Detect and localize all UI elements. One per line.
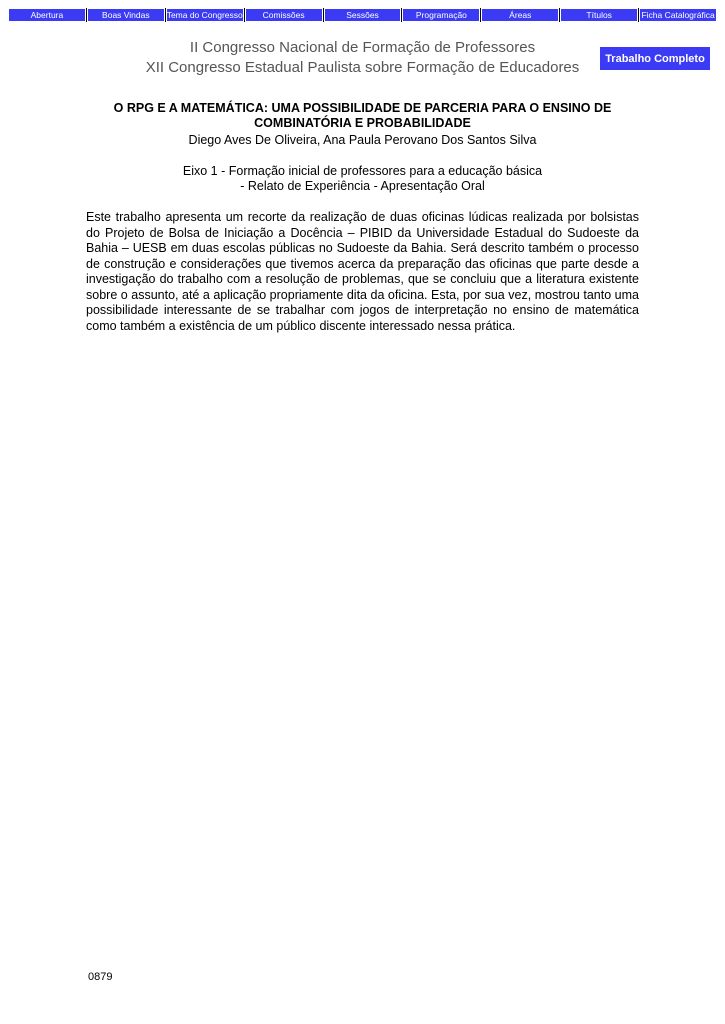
congress-title-line1: II Congresso Nacional de Formação de Professores: [189, 39, 536, 56]
paper-abstract: Este trabalho apresenta um recorte da realização de duas oficinas lúdicas realizada por bolsistas do Projeto de Bolsa de Iniciação a Docência – PIBID da Universidade Estadual do Sudoeste da Bahia – UESB em duas escolas públicas no Sudoeste da Bahia. Será descrito também o processo de construção e considerações que tivemos acerca da preparação das oficinas que parte desde a investigação do trabalho com a resolução de problemas, que se concluiu que a literatura existente sobre o assunto, até a aplicação propriamente dita da oficina. Esta, por sua vez, mostrou tanto uma possibilidade interessante de se trabalhar com jogos de interpretação no ensino de matemática como também a existência de um público discente interessado nessa prática.: [86, 210, 639, 333]
paper-title-line2: COMBINATÓRIA E PROBABILIDADE: [254, 116, 471, 130]
congress-title-line2: XII Congresso Estadual Paulista sobre Formação de Educadores: [145, 59, 580, 76]
nav-item-tema-do-congresso[interactable]: Tema do Congresso: [166, 10, 243, 20]
nav-item-sessoes[interactable]: Sessões: [324, 8, 402, 22]
nav-item-boas-vindas[interactable]: Boas Vindas: [87, 8, 165, 22]
nav-item-areas[interactable]: Áreas: [481, 8, 559, 22]
congress-header: [120, 38, 605, 78]
axis-line1: Eixo 1 - Formação inicial de professores para a educação básica: [182, 164, 543, 178]
nav-item-titulos[interactable]: Títulos: [560, 8, 638, 22]
nav-item-abertura[interactable]: Abertura: [8, 8, 86, 22]
nav-item-programacao[interactable]: Programação: [402, 8, 480, 22]
page-number: 0879: [88, 971, 113, 983]
nav-item-comissoes[interactable]: Comissões: [245, 8, 323, 22]
paper-axis: [86, 164, 639, 194]
axis-line2: - Relato de Experiência - Apresentação Oral: [240, 179, 485, 193]
nav-item-ficha-catalografica[interactable]: Ficha Catalográfica: [639, 8, 717, 22]
full-paper-button[interactable]: Trabalho Completo: [600, 47, 710, 70]
paper-title: [86, 101, 639, 131]
paper-authors: Diego Aves De Oliveira, Ana Paula Perovano Dos Santos Silva: [188, 133, 537, 147]
paper-title-line1: O RPG E A MATEMÁTICA: UMA POSSIBILIDADE DE PARCERIA PARA O ENSINO DE: [113, 101, 612, 115]
top-navigation: [8, 8, 717, 22]
